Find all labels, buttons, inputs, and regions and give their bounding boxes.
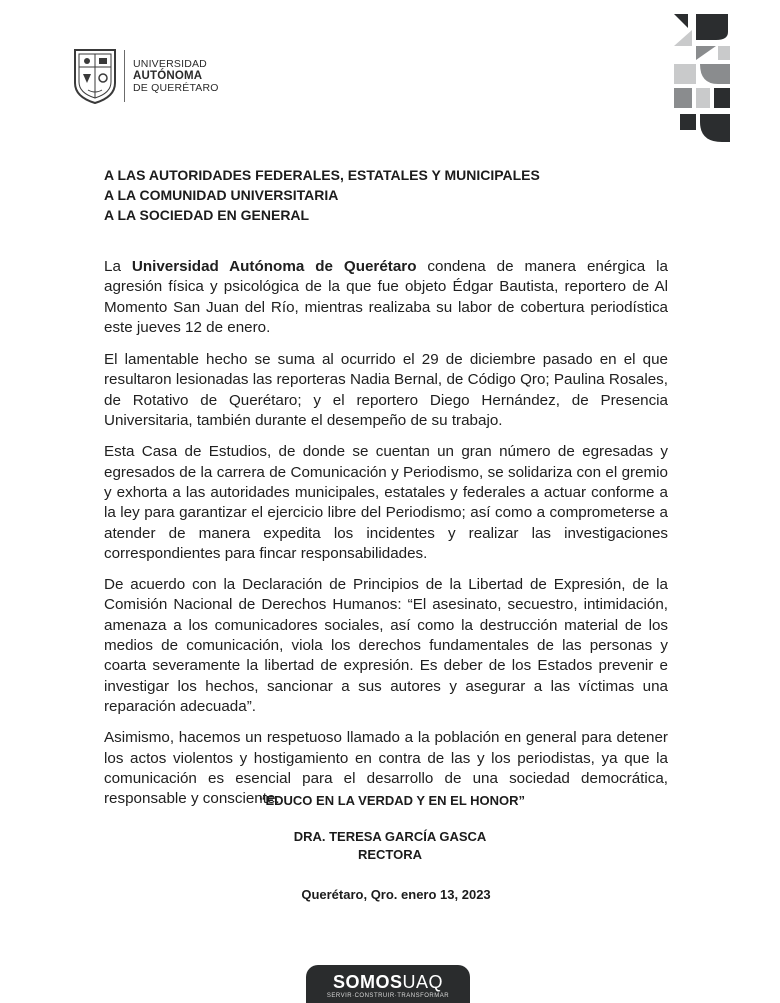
paragraph-4: De acuerdo con la Declaración de Principios de la Libertad de Expresión, de la Comisión Nacional de Derechos Humanos: “El asesinato, secuestro, intimidación, amenaza a los comunicadores sociales, así como la destrucción material de los medios de comunicación, viola los derechos fundamentales de las personas y coarta severamente la libertad de expresión. Es deber de los Estados prevenir e investigar los hechos, sancionar a sus autores y asegurar a las víctimas una reparación adecuada”. (104, 576, 668, 715)
statement-body (104, 257, 668, 820)
university-seal-icon (72, 47, 118, 105)
footer-brand-light: UAQ (402, 972, 444, 992)
footer-brand (333, 973, 443, 991)
footer-tagline: SERVIR·CONSTRUIR·TRANSFORMAR (326, 993, 450, 999)
geometric-pattern-icon (670, 10, 734, 146)
logo-line-2: AUTÓNOMA (133, 70, 203, 82)
university-name: Universidad Autónoma de Querétaro (131, 258, 417, 275)
addressee-block (104, 165, 540, 225)
addressee-line: A LAS AUTORIDADES FEDERALES, ESTATALES Y MUNICIPALES (104, 167, 540, 183)
signature-block (0, 828, 780, 864)
signer-title: RECTORA (357, 847, 423, 862)
footer-brand-bold: SOMOS (332, 972, 403, 992)
signer-name: DRA. TERESA GARCÍA GASCA (293, 829, 487, 844)
p1-rest: condena de manera enérgica la agresión física y psicológica de la que fue objeto Édgar Bautista, reportero de Al Momento San Juan del Río, mientras realizaba su labor de cobertura periodística este jueves 12 de enero. (104, 258, 668, 336)
paragraph-1 (104, 257, 668, 338)
logo-line-3: DE QUERÉTARO (133, 82, 219, 94)
logo-divider (124, 50, 125, 102)
footer-brand-badge (306, 965, 470, 1003)
paragraph-5: Asimismo, hacemos un respetuoso llamado a la población en general para detener los actos violentos y hostigamiento en contra de las y los periodistas, ya que la comunicación es esencial para el desarrollo de una sociedad democrática, responsable y consciente. (104, 729, 668, 808)
addressee-line: A LA COMUNIDAD UNIVERSITARIA (104, 187, 339, 203)
p1-lead: La (104, 258, 132, 275)
university-logo (72, 46, 219, 106)
paragraph-3: Esta Casa de Estudios, de donde se cuentan un gran número de egresadas y egresados de la carrera de Comunicación y Periodismo, se solidariza con el gremio y exhorta a las autoridades municipales, estatales y federales a actuar conforme a la ley para garantizar el ejercicio libre del Periodismo; así como a comprometerse a atender de manera expedita los incidentes y realizar las investigaciones correspondientes para fincar responsabilidades. (104, 443, 668, 562)
logo-text (133, 58, 219, 94)
logo-line-1: UNIVERSIDAD (133, 58, 207, 70)
paragraph-2: El lamentable hecho se suma al ocurrido el 29 de diciembre pasado en el que resultaron lesionadas las reporteras Nadia Bernal, de Código Qro; Paulina Rosales, de Rotativo de Querétaro; y el reportero Diego Hernández, de Presencia Universitaria, también durante el desempeño de su trabajo. (104, 351, 668, 430)
addressee-line: A LA SOCIEDAD EN GENERAL (104, 207, 310, 223)
place-date: Querétaro, Qro. enero 13, 2023 (301, 887, 491, 902)
motto: “EDUCO EN LA VERDAD Y EN EL HONOR” (258, 793, 526, 808)
